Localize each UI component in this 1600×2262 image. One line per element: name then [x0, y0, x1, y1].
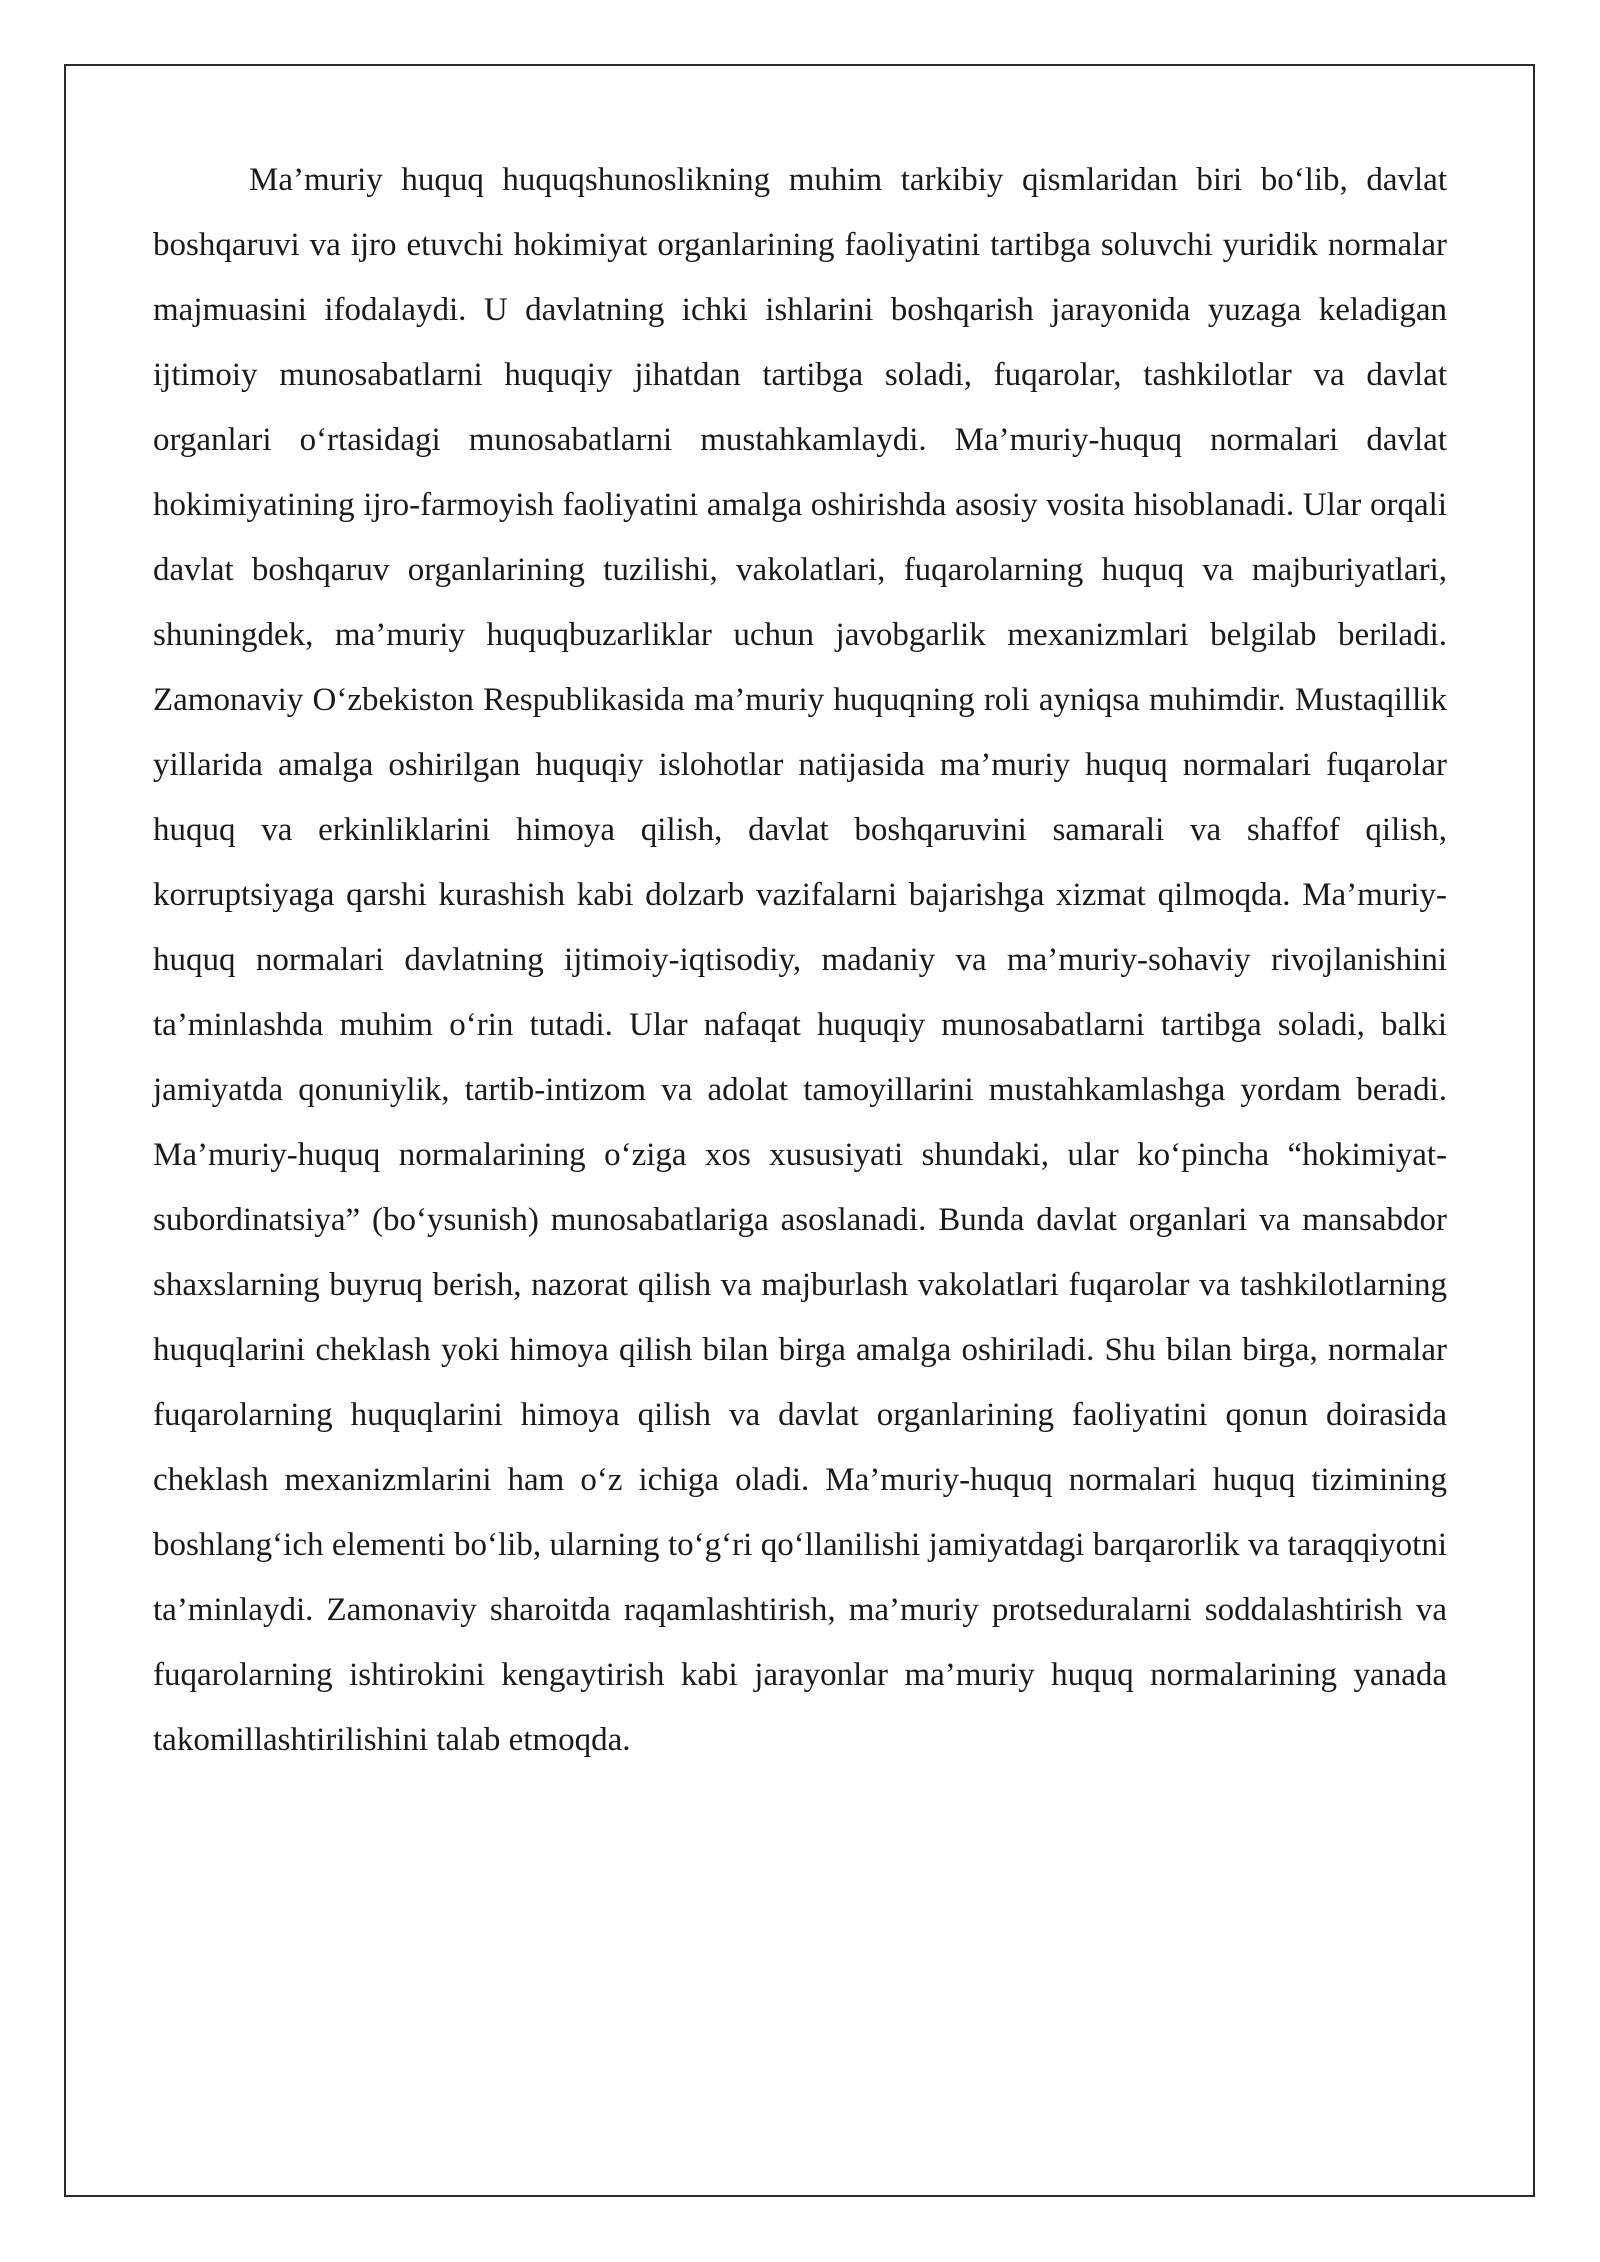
- body-paragraph: Ma’muriy huquq huquqshunoslikning muhim tarkibiy qismlaridan biri bo‘lib, davlat boshqaruvi va ijro etuvchi hokimiyat organlarining faoliyatini tartibga soluvchi yuridik normalar majmuasini ifodalaydi. U davlatning ichki ishlarini boshqarish jarayonida yuzaga keladigan ijtimoiy munosabatlarni huquqiy jihatdan tartibga soladi, fuqarolar, tashkilotlar va davlat organlari o‘rtasidagi munosabatlarni mustahkamlaydi. Ma’muriy-huquq normalari davlat hokimiyatining ijro-farmoyish faoliyatini amalga oshirishda asosiy vosita hisoblanadi. Ular orqali davlat boshqaruv organlarining tuzilishi, vakolatlari, fuqarolarning huquq va majburiyatlari, shuningdek, ma’muriy huquqbuzarliklar uchun javobgarlik mexanizmlari belgilab beriladi. Zamonaviy O‘zbekiston Respublikasida ma’muriy huquqning roli ayniqsa muhimdir. Mustaqillik yillarida amalga oshirilgan huquqiy islohotlar natijasida ma’muriy huquq normalari fuqarolar huquq va erkinliklarini himoya qilish, davlat boshqaruvini samarali va shaffof qilish, korruptsiyaga qarshi kurashish kabi dolzarb vazifalarni bajarishga xizmat qilmoqda. Ma’muriy-huquq normalari davlatning ijtimoiy-iqtisodiy, madaniy va ma’muriy-sohaviy rivojlanishini ta’minlashda muhim o‘rin tutadi. Ular nafaqat huquqiy munosabatlarni tartibga soladi, balki jamiyatda qonuniylik, tartib-intizom va adolat tamoyillarini mustahkamlashga yordam beradi. Ma’muriy-huquq normalarining o‘ziga xos xususiyati shundaki, ular ko‘pincha “hokimiyat-subordinatsiya” (bo‘ysunish) munosabatlariga asoslanadi. Bunda davlat organlari va mansabdor shaxslarning buyruq berish, nazorat qilish va majburlash vakolatlari fuqarolar va tashkilotlarning huquqlarini cheklash yoki himoya qilish bilan birga amalga oshiriladi. Shu bilan birga, normalar fuqarolarning huquqlarini himoya qilish va davlat organlarining faoliyatini qonun doirasida cheklash mexanizmlarini ham o‘z ichiga oladi. Ma’muriy-huquq normalari huquq tizimining boshlang‘ich elementi bo‘lib, ularning to‘g‘ri qo‘llanilishi jamiyatdagi barqarorlik va taraqqiyotni ta’minlaydi. Zamonaviy sharoitda raqamlashtirish, ma’muriy protseduralarni soddalashtirish va fuqarolarning ishtirokini kengaytirish kabi jarayonlar ma’muriy huquq normalarining yanada takomillashtirilishini talab etmoqda.: [153, 162, 1447, 1758]
